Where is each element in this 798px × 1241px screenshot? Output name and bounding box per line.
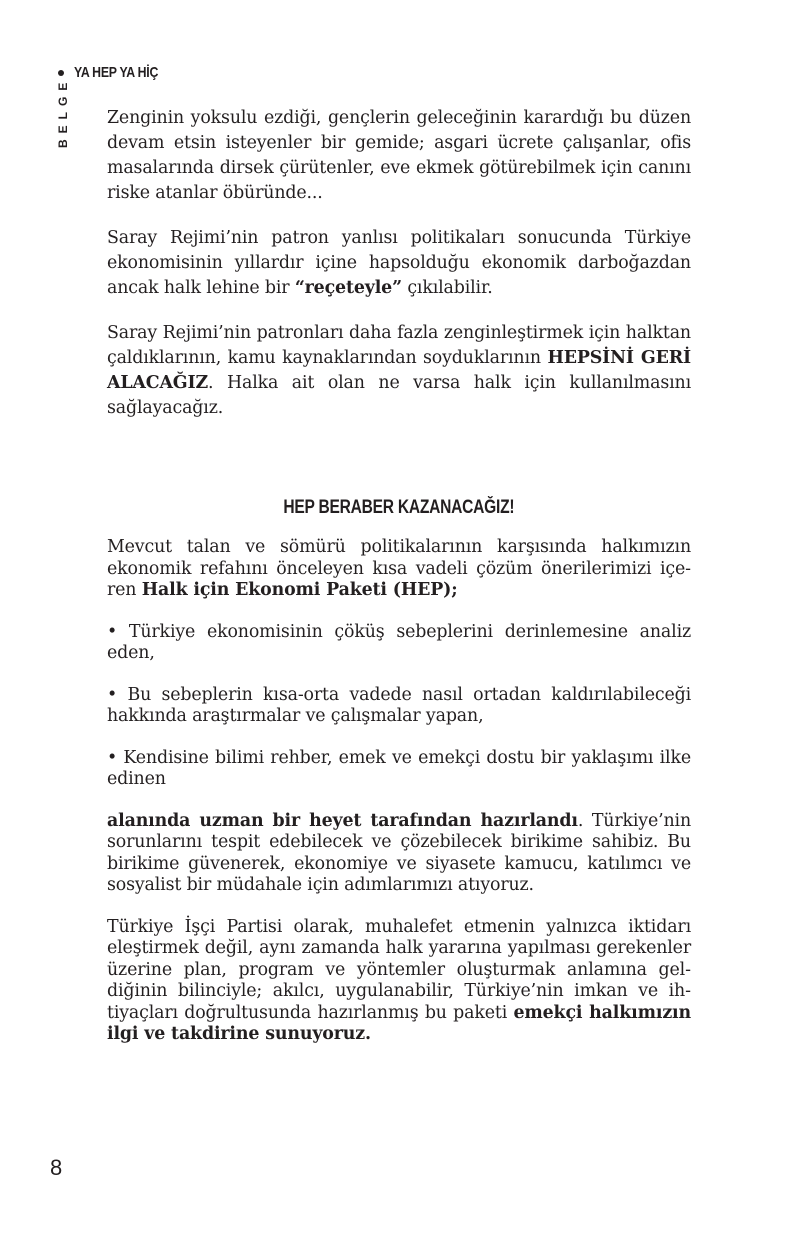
emphasis-text: emekçi halkımızın ilgi ve takdirine sunuyoruz. — [107, 1002, 691, 1044]
emphasis-text: HEPSİNİ GERİ ALACAĞIZ — [107, 348, 691, 393]
text-run: . Türkiye’nin sorunlarını tespit edebilecek ve çözebilecek birikime sahibiz. Bu birikime güvenerek, ekonomiye ve siyasete kamucu, katılımcı ve sosyalist bir müdahale için adımlarımızı atıyoruz. — [107, 810, 691, 895]
intro-paragraph-2 — [107, 226, 691, 301]
section-heading-text: HEP BERABER KAZANACAĞIZ! — [283, 497, 515, 518]
bullet-icon — [58, 70, 64, 76]
section-heading — [107, 495, 691, 521]
intro-paragraph-3 — [107, 321, 691, 421]
running-head — [58, 64, 177, 81]
page-number: 8 — [50, 1155, 63, 1180]
text-run: Saray Rejimi’nin patronları daha fazla zenginleştirmek için halktan çaldıklarının, kamu kaynaklarından soyduklarının — [107, 323, 691, 368]
running-title: YA HEP YA HİÇ — [74, 64, 159, 81]
text-run: Saray Rejimi’nin patron yanlısı politikaları sonucunda Türkiye ekonomisinin yıllardır içine hapsolduğu ekonomik darboğazdan ancak halk lehine bir — [107, 228, 691, 298]
section-lead-paragraph — [107, 537, 691, 602]
emphasis-text: “reçeteyle” — [294, 278, 402, 298]
text-run: Mevcut talan ve sömürü politikalarının karşısında halkımızın ekonomik refahını önceleyen kısa vadeli çözüm önerilerimizi içeren — [107, 537, 691, 600]
emphasis-text: alanında uzman bir heyet tarafından hazırlandı — [107, 810, 578, 831]
page-body — [107, 106, 691, 1046]
bullet-item: • Bu sebeplerin kısa-orta vadede nasıl ortadan kaldırılabileceği hakkında araştırmalar ve çalışmalar yapan, — [107, 684, 691, 726]
text-run: Türkiye İşçi Partisi olarak, muhalefet etmenin yalnızca iktidarı eleştirmek değil, aynı zamanda halk yararına yapılması gerekenler üzerine plan, program ve yöntemler oluşturmak anlamına geldiğinin bilinciyle; akılcı, uygulanabilir, Türkiye’nin imkan ve ihtiyaçları doğrultusunda hazırlanmış bu paketi — [107, 916, 691, 1023]
bullet-item: • Kendisine bilimi rehber, emek ve emekçi dostu bir yaklaşımı ilke edinen — [107, 747, 691, 789]
side-label: BELGE — [56, 76, 70, 148]
bullet-item: • Türkiye ekonomisinin çöküş sebeplerini derinlemesine analiz eden, — [107, 621, 691, 663]
section-paragraph-2 — [107, 917, 691, 1046]
text-run: çıkılabilir. — [401, 278, 493, 298]
section-paragraph-1 — [107, 811, 691, 897]
intro-paragraph-1: Zenginin yoksulu ezdiği, gençlerin geleceğinin karardığı bu düzen devam etsin isteyenler bir gemide; asgari ücrete çalışanlar, ofis masalarında dirsek çürütenler, eve ekmek götürebilmek için canını riske atanlar öbüründe... — [107, 108, 691, 203]
emphasis-text: Halk için Ekonomi Paketi (HEP); — [141, 580, 458, 600]
text-run: . Halka ait olan ne varsa halk için kullanılmasını sağlayacağız. — [107, 373, 691, 418]
